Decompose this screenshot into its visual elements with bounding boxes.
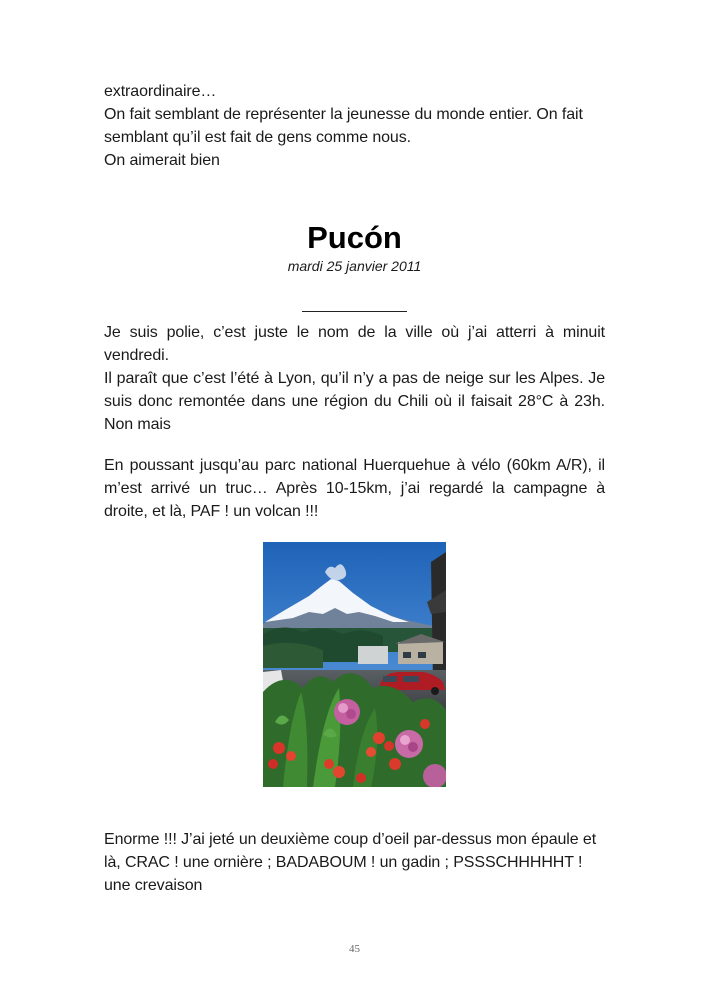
text-line: extraordinaire…	[104, 83, 217, 100]
page-number: 45	[349, 943, 360, 955]
intro-paragraph	[104, 80, 605, 172]
text-line: là, CRAC ! une ornière ; BADABOUM ! un gadin ; PSSSCHHHHHT !	[104, 854, 583, 871]
separator-rule	[302, 311, 407, 312]
text-line: Non mais	[104, 416, 171, 433]
text-line: semblant qu’il est fait de gens comme nous.	[104, 129, 411, 146]
text-line: une crevaison	[104, 877, 203, 894]
article-title: Pucón	[307, 220, 402, 255]
text-line: On fait semblant de représenter la jeunesse du monde entier. On fait	[104, 106, 583, 123]
text-line: Je suis polie, c’est juste le nom de la ville où j’ai atterri à minuit	[104, 324, 605, 341]
text-line: droite, et là, PAF ! un volcan !!!	[104, 503, 319, 520]
text-line: On aimerait bien	[104, 152, 220, 169]
article-date: mardi 25 janvier 2011	[287, 258, 422, 274]
text-line: vendredi.	[104, 347, 169, 364]
paragraph-accident	[104, 828, 605, 897]
paragraph-volcano	[104, 454, 605, 523]
text-line: suis donc remontée dans une région du Chili où il faisait 28°C à 23h.	[104, 393, 605, 410]
text-line: En poussant jusqu’au parc national Huerquehue à vélo (60km A/R), il	[104, 457, 605, 474]
text-line: Enorme !!! J’ai jeté un deuxième coup d’oeil par-dessus mon épaule et	[104, 831, 597, 848]
text-line: m’est arrivé un truc… Après 10-15km, j’ai regardé la campagne à	[104, 480, 605, 497]
text-line: Il paraît que c’est l’été à Lyon, qu’il n’y a pas de neige sur les Alpes. Je	[104, 370, 605, 387]
volcano-photo	[263, 542, 446, 787]
paragraph-arrival	[104, 321, 605, 436]
